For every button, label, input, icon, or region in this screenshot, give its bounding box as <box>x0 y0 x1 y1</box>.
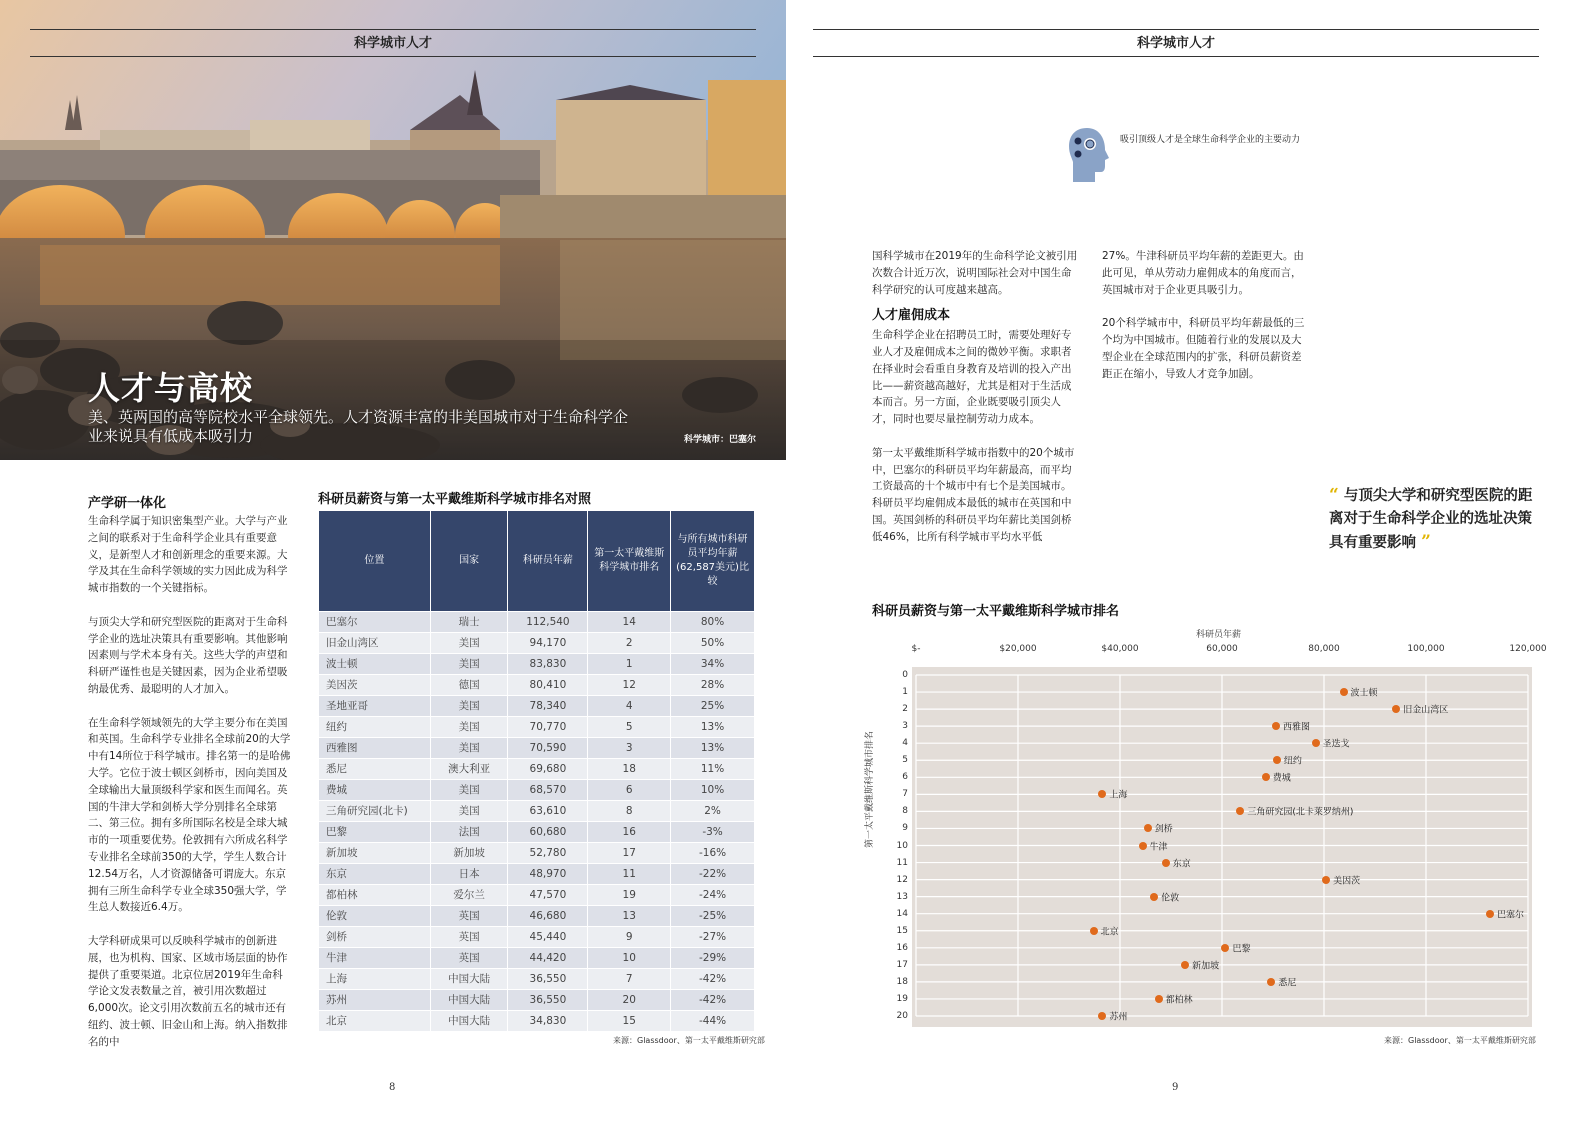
data-point-marker <box>1098 1012 1106 1020</box>
data-point-marker <box>1392 705 1400 713</box>
cell-comparison: 13% <box>671 737 755 758</box>
data-point-label: 悉尼 <box>1278 978 1297 989</box>
cell-salary: 46,680 <box>508 905 588 926</box>
data-point-label: 费城 <box>1272 773 1291 784</box>
cell-comparison: 34% <box>671 653 755 674</box>
y-tick-label: 20 <box>896 1011 908 1021</box>
data-point-marker <box>1267 978 1275 986</box>
y-tick-label: 6 <box>902 772 908 783</box>
y-tick-label: 3 <box>902 721 908 732</box>
cell-location: 纽约 <box>319 716 431 737</box>
cell-rank: 6 <box>588 779 671 800</box>
cell-country: 中国大陆 <box>430 1010 508 1031</box>
cell-country: 美国 <box>430 800 508 821</box>
head-gears-icon <box>1067 126 1113 184</box>
table-row <box>319 947 755 968</box>
cell-comparison: 25% <box>671 695 755 716</box>
y-tick-label: 10 <box>896 840 908 851</box>
cell-location: 牛津 <box>319 947 431 968</box>
scatter-plot-area <box>912 667 1532 1027</box>
table-row <box>319 653 755 674</box>
cell-salary: 36,550 <box>508 989 588 1010</box>
data-point-label: 圣迭戈 <box>1322 739 1350 750</box>
y-tick-label: 7 <box>902 789 908 800</box>
cell-country: 英国 <box>430 905 508 926</box>
y-tick-label: 2 <box>902 704 908 715</box>
photo-caption: 科学城市：巴塞尔 <box>684 435 757 445</box>
chart-title: 科研员薪资与第一太平戴维斯科学城市排名 <box>872 604 1120 619</box>
y-tick-label: 4 <box>902 738 908 749</box>
left-text-column <box>88 492 293 1067</box>
table-row <box>319 611 755 632</box>
cell-comparison: 80% <box>671 611 755 632</box>
cell-country: 美国 <box>430 632 508 653</box>
table-row <box>319 632 755 653</box>
cell-rank: 18 <box>588 758 671 779</box>
running-head: 科学城市人才 <box>30 29 756 57</box>
cell-location: 剑桥 <box>319 926 431 947</box>
cell-location: 三角研究园(北卡) <box>319 800 431 821</box>
cell-country: 澳大利亚 <box>430 758 508 779</box>
cell-salary: 69,680 <box>508 758 588 779</box>
cell-comparison: -27% <box>671 926 755 947</box>
data-point-marker <box>1139 842 1147 850</box>
cell-country: 中国大陆 <box>430 968 508 989</box>
cell-country: 中国大陆 <box>430 989 508 1010</box>
cell-comparison: 28% <box>671 674 755 695</box>
x-tick-label: 120,000 <box>1509 644 1547 654</box>
cell-location: 圣地亚哥 <box>319 695 431 716</box>
cell-salary: 45,440 <box>508 926 588 947</box>
data-point-label: 剑桥 <box>1154 824 1173 835</box>
paragraph: 27%。牛津科研员平均年薪的差距更大。由此可见，单从劳动力雇佣成本的角度而言，英国城市对于企业更具吸引力。 <box>1102 250 1304 296</box>
cell-location: 巴黎 <box>319 821 431 842</box>
right-text-column-1 <box>872 248 1078 562</box>
data-point-marker <box>1272 722 1280 730</box>
data-point-marker <box>1098 790 1106 798</box>
cell-salary: 47,570 <box>508 884 588 905</box>
table-row <box>319 716 755 737</box>
heading-industry-academia: 产学研一体化 <box>88 496 167 511</box>
data-point-label: 西雅图 <box>1283 722 1311 733</box>
chart-y-axis-label: 第一太平戴维斯科学城市排名 <box>865 730 875 848</box>
cell-comparison: -22% <box>671 863 755 884</box>
open-quote-icon: “ <box>1329 485 1339 505</box>
paragraph: 在生命科学领域领先的大学主要分布在美国和英国。生命科学专业排名全球前20的大学中有14所位于科学城市。排名第一的是哈佛大学。它位于波士顿区剑桥市，因向美国及全球输出大量顶级科学家和医生而闻名。英国的牛津大学和剑桥大学分别排名全球第二、第三位。拥有多所国际名校是全球大城市的一项重要优势。伦敦拥有六所成名科学专业排名全球前350的大学，学生人数合计12.54万名，人才资源储备可谓庞大。东京拥有三所生命科学专业全球350强大学，学生总人数接近6.4万。 <box>88 716 291 914</box>
cell-location: 新加坡 <box>319 842 431 863</box>
cell-comparison: 50% <box>671 632 755 653</box>
cell-rank: 16 <box>588 821 671 842</box>
cell-country: 法国 <box>430 821 508 842</box>
cell-salary: 94,170 <box>508 632 588 653</box>
cell-location: 美因茨 <box>319 674 431 695</box>
cell-location: 北京 <box>319 1010 431 1031</box>
table-row <box>319 821 755 842</box>
page-number: 9 <box>1172 1082 1179 1093</box>
table-row <box>319 695 755 716</box>
cell-salary: 112,540 <box>508 611 588 632</box>
cell-comparison: -44% <box>671 1010 755 1031</box>
cell-rank: 13 <box>588 905 671 926</box>
table-row <box>319 758 755 779</box>
x-tick-label: $20,000 <box>999 644 1037 654</box>
chart-grid <box>912 667 1532 1027</box>
cell-country: 英国 <box>430 947 508 968</box>
data-point-label: 波士顿 <box>1350 688 1378 699</box>
cell-salary: 44,420 <box>508 947 588 968</box>
cell-rank: 2 <box>588 632 671 653</box>
cell-location: 悉尼 <box>319 758 431 779</box>
table-row <box>319 968 755 989</box>
cell-comparison: 11% <box>671 758 755 779</box>
heading-talent-cost: 人才雇佣成本 <box>872 308 951 324</box>
y-tick-label: 18 <box>896 976 908 987</box>
table-row <box>319 842 755 863</box>
x-tick-label: 80,000 <box>1308 644 1340 654</box>
data-point-marker <box>1155 995 1163 1003</box>
close-quote-icon: ” <box>1421 532 1431 552</box>
table-row <box>319 1010 755 1031</box>
cell-comparison: 2% <box>671 800 755 821</box>
salary-ranking-table <box>318 511 755 1032</box>
cell-rank: 15 <box>588 1010 671 1031</box>
table-row <box>319 926 755 947</box>
data-point-label: 苏州 <box>1109 1012 1128 1023</box>
cell-comparison: -25% <box>671 905 755 926</box>
cell-salary: 36,550 <box>508 968 588 989</box>
paragraph: 生命科学属于知识密集型产业。大学与产业之间的联系对于生命科学企业具有重要意义，是新型人才和创新理念的重要来源。大学及其在生命科学领域的实力因此成为科学城市指数的一个关键指标。 <box>88 515 288 595</box>
cell-rank: 9 <box>588 926 671 947</box>
data-point-marker <box>1090 927 1098 935</box>
data-point-label: 都柏林 <box>1165 995 1193 1006</box>
cell-comparison: -42% <box>671 968 755 989</box>
table-row <box>319 779 755 800</box>
data-point-label: 美因茨 <box>1333 876 1361 887</box>
data-point-marker <box>1312 739 1320 747</box>
cell-salary: 70,590 <box>508 737 588 758</box>
paragraph: 与顶尖大学和研究型医院的距离对于生命科学企业的选址决策具有重要影响。其他影响因素则与学术本身有关。这些大学的声望和科研严谨性也是关键因素，因为企业希望吸纳最优秀、最聪明的人才加入。 <box>88 615 288 695</box>
y-tick-label: 1 <box>902 687 908 698</box>
running-head: 科学城市人才 <box>813 29 1539 57</box>
cell-country: 美国 <box>430 779 508 800</box>
chart-x-axis-label: 科研员年薪 <box>1196 630 1242 640</box>
y-tick-label: 9 <box>902 823 908 834</box>
cell-country: 德国 <box>430 674 508 695</box>
cell-location: 上海 <box>319 968 431 989</box>
paragraph: 大学科研成果可以反映科学城市的创新进展，也为机构、国家、区域市场层面的协作提供了重要渠道。北京位居2019年生命科学论文发表数量之首，被引用次数超过6,000次。论文引用次数前五名的城市还有纽约、波士顿、旧金山和上海。纳入指数排名的中 <box>88 934 288 1048</box>
cell-salary: 78,340 <box>508 695 588 716</box>
cell-rank: 10 <box>588 947 671 968</box>
data-point-marker <box>1486 910 1494 918</box>
right-page <box>800 0 1587 1122</box>
header-country: 国家 <box>430 511 508 611</box>
cell-rank: 1 <box>588 653 671 674</box>
table-row <box>319 737 755 758</box>
cell-salary: 48,970 <box>508 863 588 884</box>
table-title: 科研员薪资与第一太平戴维斯科学城市排名对照 <box>318 492 592 507</box>
data-point-marker <box>1150 893 1158 901</box>
y-tick-label: 16 <box>896 942 908 953</box>
cell-comparison: -29% <box>671 947 755 968</box>
cell-rank: 11 <box>588 863 671 884</box>
table-row <box>319 989 755 1010</box>
cell-country: 爱尔兰 <box>430 884 508 905</box>
data-point-label: 伦敦 <box>1161 893 1180 904</box>
y-tick-label: 14 <box>896 908 908 919</box>
data-point-label: 东京 <box>1172 859 1191 870</box>
data-point-marker <box>1221 944 1229 952</box>
data-point-marker <box>1322 876 1330 884</box>
data-point-label: 北京 <box>1100 927 1119 938</box>
cell-rank: 14 <box>588 611 671 632</box>
data-point-marker <box>1162 859 1170 867</box>
x-tick-label: 60,000 <box>1206 644 1238 654</box>
cell-location: 巴塞尔 <box>319 611 431 632</box>
cell-rank: 20 <box>588 989 671 1010</box>
y-tick-label: 17 <box>896 959 908 970</box>
data-point-label: 纽约 <box>1283 756 1302 767</box>
data-point-marker <box>1340 688 1348 696</box>
cell-location: 西雅图 <box>319 737 431 758</box>
y-tick-label: 5 <box>902 755 908 766</box>
section-title: 人才与高校 <box>88 369 254 407</box>
data-point-marker <box>1236 807 1244 815</box>
page-number: 8 <box>389 1082 396 1093</box>
data-point-label: 新加坡 <box>1192 961 1220 972</box>
cell-location: 东京 <box>319 863 431 884</box>
header-comparison: 与所有城市科研员平均年薪(62,587美元)比较 <box>671 511 755 611</box>
cell-rank: 12 <box>588 674 671 695</box>
data-point-label: 三角研究园(北卡莱罗纳州) <box>1247 807 1354 818</box>
table-row <box>319 674 755 695</box>
right-text-column-2 <box>1102 248 1308 399</box>
cell-rank: 4 <box>588 695 671 716</box>
paragraph: 20个科学城市中，科研员平均年薪最低的三个均为中国城市。但随着行业的发展以及大型企业在全球范围内的扩张，科研员薪资差距正在缩小，导致人才竞争加剧。 <box>1102 317 1305 380</box>
cell-comparison: 10% <box>671 779 755 800</box>
cell-salary: 52,780 <box>508 842 588 863</box>
x-tick-label: $40,000 <box>1101 644 1139 654</box>
hero-photo-basel <box>0 0 786 460</box>
section-subtitle: 美、英两国的高等院校水平全球领先。人才资源丰富的非美国城市对于生命科学企业来说具有低成本吸引力 <box>88 408 629 445</box>
data-point-marker <box>1144 824 1152 832</box>
data-point-marker <box>1262 773 1270 781</box>
cell-comparison: -42% <box>671 989 755 1010</box>
cell-rank: 8 <box>588 800 671 821</box>
page-gutter <box>786 0 800 1122</box>
cell-country: 美国 <box>430 653 508 674</box>
cell-salary: 63,610 <box>508 800 588 821</box>
table-header-row <box>319 511 755 611</box>
cell-country: 美国 <box>430 716 508 737</box>
data-point-label: 巴黎 <box>1232 944 1251 955</box>
table-source: 来源：Glassdoor、第一太平戴维斯研究部 <box>613 1036 765 1045</box>
cell-salary: 83,830 <box>508 653 588 674</box>
cell-comparison: 13% <box>671 716 755 737</box>
data-point-label: 巴塞尔 <box>1496 910 1524 921</box>
x-tick-label: $- <box>911 644 921 654</box>
header-location: 位置 <box>319 511 431 611</box>
cell-country: 美国 <box>430 695 508 716</box>
chart-source: 来源：Glassdoor、第一太平戴维斯研究部 <box>1384 1036 1536 1045</box>
cell-location: 苏州 <box>319 989 431 1010</box>
table-row <box>319 800 755 821</box>
cell-rank: 17 <box>588 842 671 863</box>
x-tick-label: 100,000 <box>1407 644 1445 654</box>
cell-country: 新加坡 <box>430 842 508 863</box>
cell-country: 美国 <box>430 737 508 758</box>
cell-rank: 5 <box>588 716 671 737</box>
cell-comparison: -16% <box>671 842 755 863</box>
cell-comparison: -24% <box>671 884 755 905</box>
pull-quote <box>1329 484 1539 555</box>
cell-salary: 34,830 <box>508 1010 588 1031</box>
cell-location: 都柏林 <box>319 884 431 905</box>
icon-caption: 吸引顶级人才是全球生命科学企业的主要动力 <box>1120 135 1301 145</box>
cell-country: 日本 <box>430 863 508 884</box>
table-row <box>319 884 755 905</box>
cell-location: 伦敦 <box>319 905 431 926</box>
data-point-marker <box>1273 756 1281 764</box>
header-salary: 科研员年薪 <box>508 511 588 611</box>
cell-country: 瑞士 <box>430 611 508 632</box>
cell-salary: 80,410 <box>508 674 588 695</box>
header-rank: 第一太平戴维斯科学城市排名 <box>588 511 671 611</box>
cell-comparison: -3% <box>671 821 755 842</box>
data-point-label: 上海 <box>1109 790 1128 801</box>
cell-salary: 60,680 <box>508 821 588 842</box>
paragraph: 生命科学企业在招聘员工时，需要处理好专业人才及雇佣成本之间的微妙平衡。求职者在择业时会看重自身教育及培训的投入产出比——薪资越高越好，尤其是相对于生活成本而言。另一方面，企业既要吸引顶尖人才，同时也要尽量控制劳动力成本。 <box>872 329 1072 426</box>
table-row <box>319 863 755 884</box>
left-page <box>0 0 786 1122</box>
paragraph: 第一太平戴维斯科学城市指数中的20个城市中，巴塞尔的科研员平均年薪最高，而平均工资最高的十个城市中有七个是美国城市。科研员平均雇佣成本最低的城市在英国和中国。英国剑桥的科研员平均年薪比美国剑桥低46%，比所有科学城市平均水平低 <box>872 446 1075 543</box>
y-tick-label: 19 <box>896 993 908 1004</box>
pull-quote-text: 与顶尖大学和研究型医院的距离对于生命科学企业的选址决策具有重要影响 <box>1329 488 1533 551</box>
y-tick-label: 0 <box>902 670 908 680</box>
paragraph: 国科学城市在2019年的生命科学论文被引用次数合计近万次，说明国际社会对中国生命科学研究的认可度越来越高。 <box>872 250 1078 296</box>
y-tick-label: 13 <box>896 891 908 902</box>
cell-salary: 68,570 <box>508 779 588 800</box>
cell-rank: 3 <box>588 737 671 758</box>
cell-rank: 7 <box>588 968 671 989</box>
cell-rank: 19 <box>588 884 671 905</box>
cell-country: 英国 <box>430 926 508 947</box>
cell-salary: 70,770 <box>508 716 588 737</box>
cell-location: 波士顿 <box>319 653 431 674</box>
y-tick-label: 11 <box>896 857 908 868</box>
y-tick-label: 15 <box>896 925 908 936</box>
y-tick-label: 8 <box>902 806 908 817</box>
cell-location: 费城 <box>319 779 431 800</box>
data-point-label: 牛津 <box>1149 842 1168 852</box>
data-point-marker <box>1181 961 1189 969</box>
table-row <box>319 905 755 926</box>
data-point-label: 旧金山湾区 <box>1403 705 1449 716</box>
y-tick-label: 12 <box>896 874 908 885</box>
cell-location: 旧金山湾区 <box>319 632 431 653</box>
